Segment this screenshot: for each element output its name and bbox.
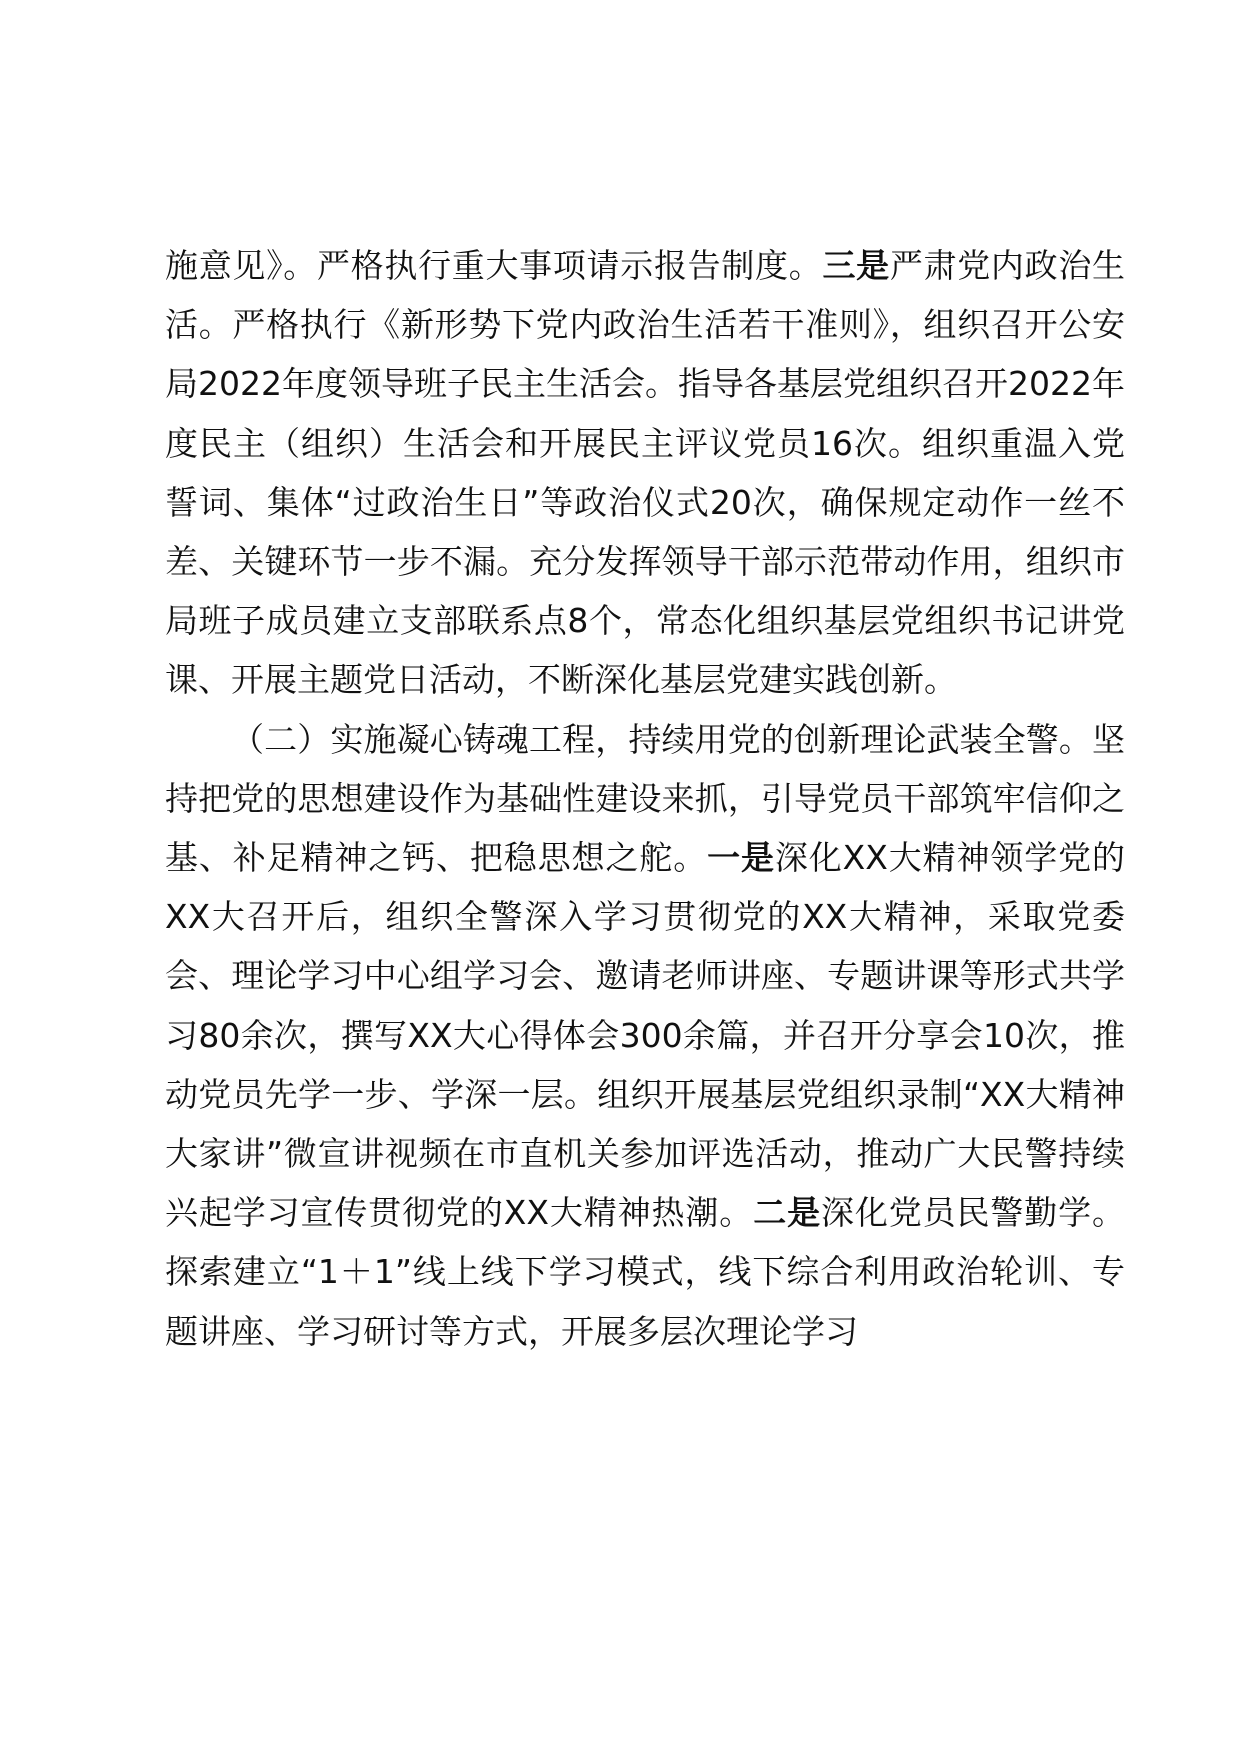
- paragraph-1: [165, 236, 1125, 710]
- paragraph-2: [165, 710, 1125, 1361]
- body-text: [165, 236, 1125, 1361]
- paragraph-2-bold-lead-2: 二是: [753, 1193, 821, 1233]
- paragraph-2-text-1: （二）实施凝心铸魂工程，持续用党的创新理论武装全警。坚持把党的思想建设作为基础性建设来抓，引导党员干部筑牢信仰之基、补足精神之钙、把稳思想之舵。: [165, 719, 1125, 878]
- paragraph-2-text-3: 深化党员民警勤学。探索建立“1＋1”线上线下学习模式，线下综合利用政治轮训、专题讲座、学习研讨等方式，开展多层次理论学习: [165, 1193, 1125, 1351]
- paragraph-2-text-2: 深化XX大精神领学党的XX大召开后，组织全警深入学习贯彻党的XX大精神，采取党委会、理论学习中心组学习会、邀请老师讲座、专题讲课等形式共学习80余次，撰写XX大心得体会300余篇，并召开分享会10次，推动党员先学一步、学深一层。组织开展基层党组织录制“XX大精神大家讲”微宣讲视频在市直机关参加评选活动，推动广大民警持续兴起学习宣传贯彻党的XX大精神热潮。: [165, 838, 1126, 1233]
- paragraph-1-text-1: 施意见》。严格执行重大事项请示报告制度。: [165, 246, 823, 285]
- paragraph-1-text-2: 严肃党内政治生活。严格执行《新形势下党内政治生活若干准则》，组织召开公安局2022年度领导班子民主生活会。指导各基层党组织召开2022年度民主（组织）生活会和开展民主评议党员16次。组织重温入党誓词、集体“过政治生日”等政治仪式20次，确保规定动作一丝不差、关键环节一步不漏。充分发挥领导干部示范带动作用，组织市局班子成员建立支部联系点8个，常态化组织基层党组织书记讲党课、开展主题党日活动，不断深化基层党建实践创新。: [165, 246, 1126, 700]
- paragraph-2-bold-lead-1: 一是: [707, 838, 775, 878]
- paragraph-1-bold-lead-3: 三是: [822, 246, 890, 285]
